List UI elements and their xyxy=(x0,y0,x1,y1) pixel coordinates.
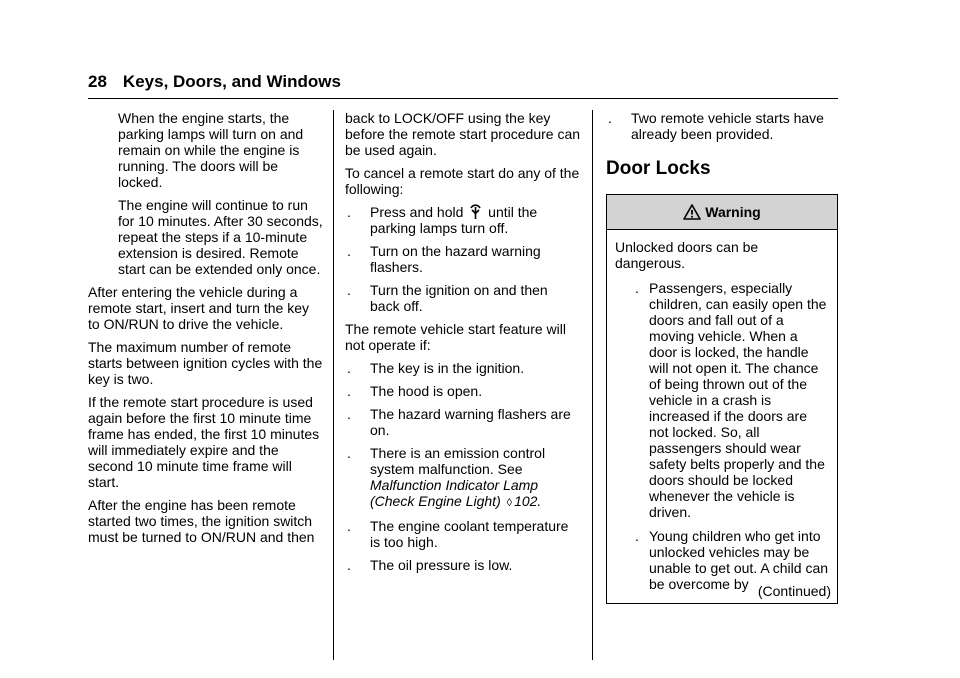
list-item-text: The key is in the ignition. xyxy=(370,360,525,376)
column-divider xyxy=(592,110,593,660)
bullet-mark: . xyxy=(608,110,612,126)
warning-title: Warning xyxy=(705,204,761,220)
column-divider xyxy=(333,110,334,660)
list-item-text: The hood is open. xyxy=(370,383,483,399)
bullet-mark: . xyxy=(347,383,351,399)
warning-body xyxy=(607,230,837,592)
list-item xyxy=(345,383,581,399)
header-rule xyxy=(88,98,838,99)
list-item-text: The hazard warning flashers are on. xyxy=(370,406,571,438)
list-item xyxy=(606,110,838,142)
paragraph: back to LOCK/OFF using the key before the remote start procedure can be used again. xyxy=(345,110,581,158)
page-number: 28 xyxy=(88,72,107,91)
cross-reference-link[interactable] xyxy=(370,477,541,509)
page-title: Keys, Doors, and Windows xyxy=(122,72,341,91)
list-item-text: Two remote vehicle starts have already been provided. xyxy=(631,110,824,142)
bullet-mark: . xyxy=(635,280,639,296)
section-heading: Door Locks xyxy=(606,158,711,179)
bullet-mark: . xyxy=(347,360,351,376)
bullet-mark: . xyxy=(347,243,351,259)
list-item-text: Press and hold xyxy=(370,204,468,220)
list-item-text: Young children who get into unlocked vehicles may be unable to get out. A child can be overcome by xyxy=(649,528,829,592)
list-item xyxy=(345,282,581,314)
remote-start-icon xyxy=(469,204,482,220)
bullet-mark: . xyxy=(347,282,351,298)
page-header xyxy=(88,72,341,92)
list-item xyxy=(345,557,581,573)
bullet-mark: . xyxy=(347,204,351,220)
list-item xyxy=(615,280,829,520)
warning-icon xyxy=(683,204,701,220)
bullet-mark: . xyxy=(347,406,351,422)
column-middle xyxy=(345,110,581,580)
bullet-mark: . xyxy=(347,557,351,573)
paragraph: The maximum number of remote starts between ignition cycles with the key is two. xyxy=(88,339,323,387)
list-item-text: Passengers, especially children, can easily open the doors and fall out of a moving vehicle. When a door is locked, the handle will not open it. The chance of being thrown out of the vehicle in a crash is increased if the doors are not locked. So, all passengers should wear safety belts properly and the doors should be locked whenever the vehicle is driven. xyxy=(649,280,827,520)
list-item xyxy=(345,406,581,438)
paragraph: After entering the vehicle during a remote start, insert and turn the key to ON/RUN to drive the vehicle. xyxy=(88,284,309,332)
paragraph: If the remote start procedure is used again before the first 10 minute time frame has ended, the first 10 minutes will immediately expire and the second 10 minute time frame will start. xyxy=(88,394,320,490)
continued-note: (Continued) xyxy=(757,583,831,599)
list-item xyxy=(345,204,581,236)
warning-header xyxy=(607,195,837,230)
cross-reference-page: 102. xyxy=(514,493,542,509)
bullet-mark: . xyxy=(347,445,351,461)
bullet-mark: . xyxy=(635,528,639,544)
list-item-text: Turn on the hazard warning flashers. xyxy=(370,243,541,275)
paragraph: The engine will continue to run for 10 minutes. After 30 seconds, repeat the steps if a 10-minute extension is desired. Remote start can be extended only once. xyxy=(118,197,323,277)
warning-intro: Unlocked doors can be dangerous. xyxy=(615,239,759,271)
cross-reference-title: Malfunction Indicator Lamp (Check Engine Light) xyxy=(370,477,539,509)
paragraph: After the engine has been remote started two times, the ignition switch must be turned to ON/RUN and then xyxy=(88,497,315,545)
list-item-text: The engine coolant temperature is too high. xyxy=(370,518,569,550)
bullet-mark: . xyxy=(347,518,351,534)
list-item-text: Turn the ignition on and then back off. xyxy=(370,282,548,314)
list-item xyxy=(345,445,581,511)
list-item xyxy=(345,360,581,376)
list-item-text: until the parking lamps turn off. xyxy=(370,204,538,236)
paragraph: When the engine starts, the parking lamps will turn on and remain on while the engine is running. The doors will be locked. xyxy=(118,110,304,190)
paragraph: The remote vehicle start feature will not operate if: xyxy=(345,321,566,353)
list-item xyxy=(345,243,581,275)
page-reference-icon: ◊ xyxy=(506,497,513,509)
list-item xyxy=(345,518,581,550)
column-left xyxy=(88,110,324,552)
list-item-text: There is an emission control system malfunction. See xyxy=(370,445,546,477)
warning-box xyxy=(606,194,838,604)
paragraph: To cancel a remote start do any of the following: xyxy=(345,165,580,197)
list-item-text: The oil pressure is low. xyxy=(370,557,513,573)
column-right xyxy=(606,110,838,604)
